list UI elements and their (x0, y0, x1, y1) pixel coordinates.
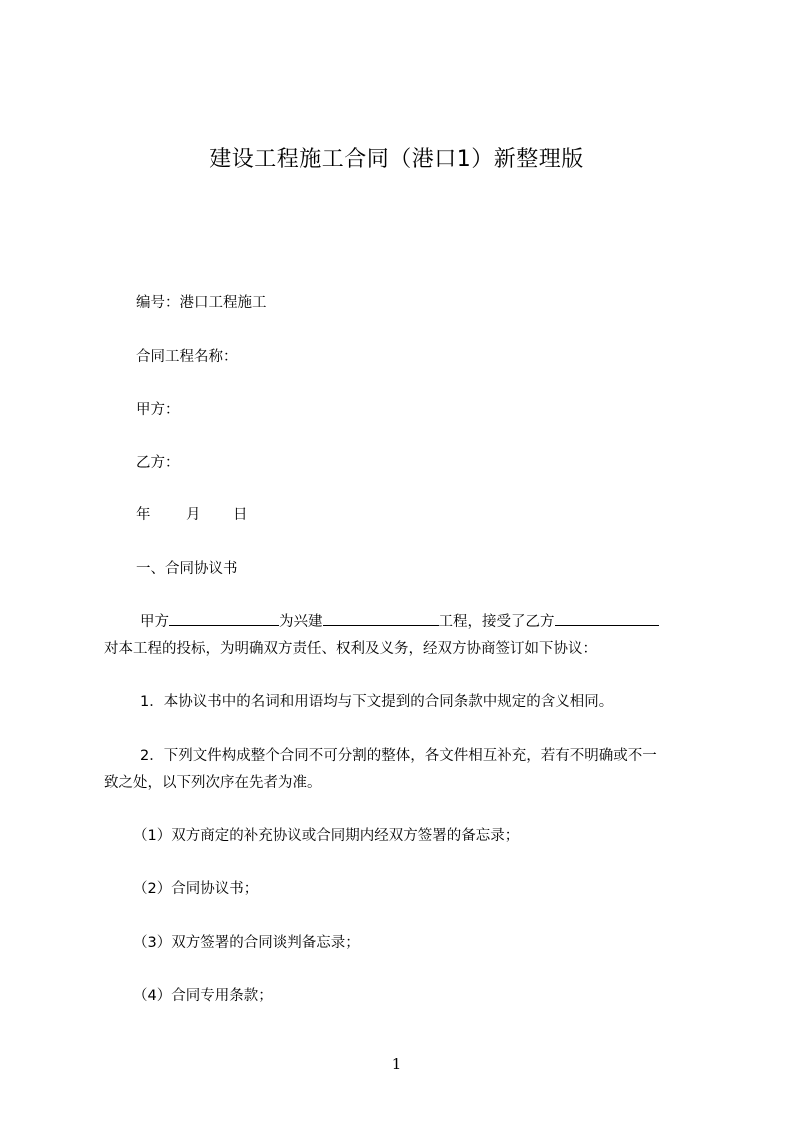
contract-code: 编号：港口工程施工 (136, 295, 267, 311)
list-item: （3）双方签署的合同谈判备忘录； (133, 935, 360, 951)
page-number: 1 (391, 1055, 402, 1073)
intro-part-2: 为兴建 (279, 614, 323, 630)
date-year: 年 (136, 507, 151, 523)
project-name-label: 合同工程名称： (136, 349, 238, 365)
clause-1: 1．本协议书中的名词和用语均与下文提到的合同条款中规定的含义相同。 (140, 694, 614, 710)
intro-line-1 (140, 610, 659, 631)
list-item: （4）合同专用条款； (133, 988, 273, 1004)
date-day: 日 (233, 507, 248, 523)
party-b-label: 乙方： (136, 455, 180, 471)
party-a-label: 甲方： (136, 402, 180, 418)
intro-part-1: 甲方 (140, 614, 169, 630)
document-title: 建设工程施工合同（港口1）新整理版 (209, 147, 584, 172)
date-row (136, 503, 248, 524)
blank-party-a (169, 611, 279, 626)
clause-2-line-1: 2．下列文件构成整个合同不可分割的整体，各文件相互补充，若有不明确或不一 (140, 748, 657, 764)
section-heading: 一、合同协议书 (136, 561, 238, 577)
list-item: （2）合同协议书； (133, 881, 259, 897)
intro-line-2: 对本工程的投标，为明确双方责任、权利及义务，经双方协商签订如下协议： (104, 641, 597, 657)
clause-2-line-2: 致之处，以下列次序在先者为准。 (104, 775, 322, 791)
intro-part-3: 工程，接受了乙方 (438, 614, 555, 630)
blank-project (323, 611, 439, 626)
list-item: （1）双方商定的补充协议或合同期内经双方签署的备忘录； (133, 828, 520, 844)
date-month: 月 (186, 507, 201, 523)
blank-party-b (555, 611, 659, 626)
